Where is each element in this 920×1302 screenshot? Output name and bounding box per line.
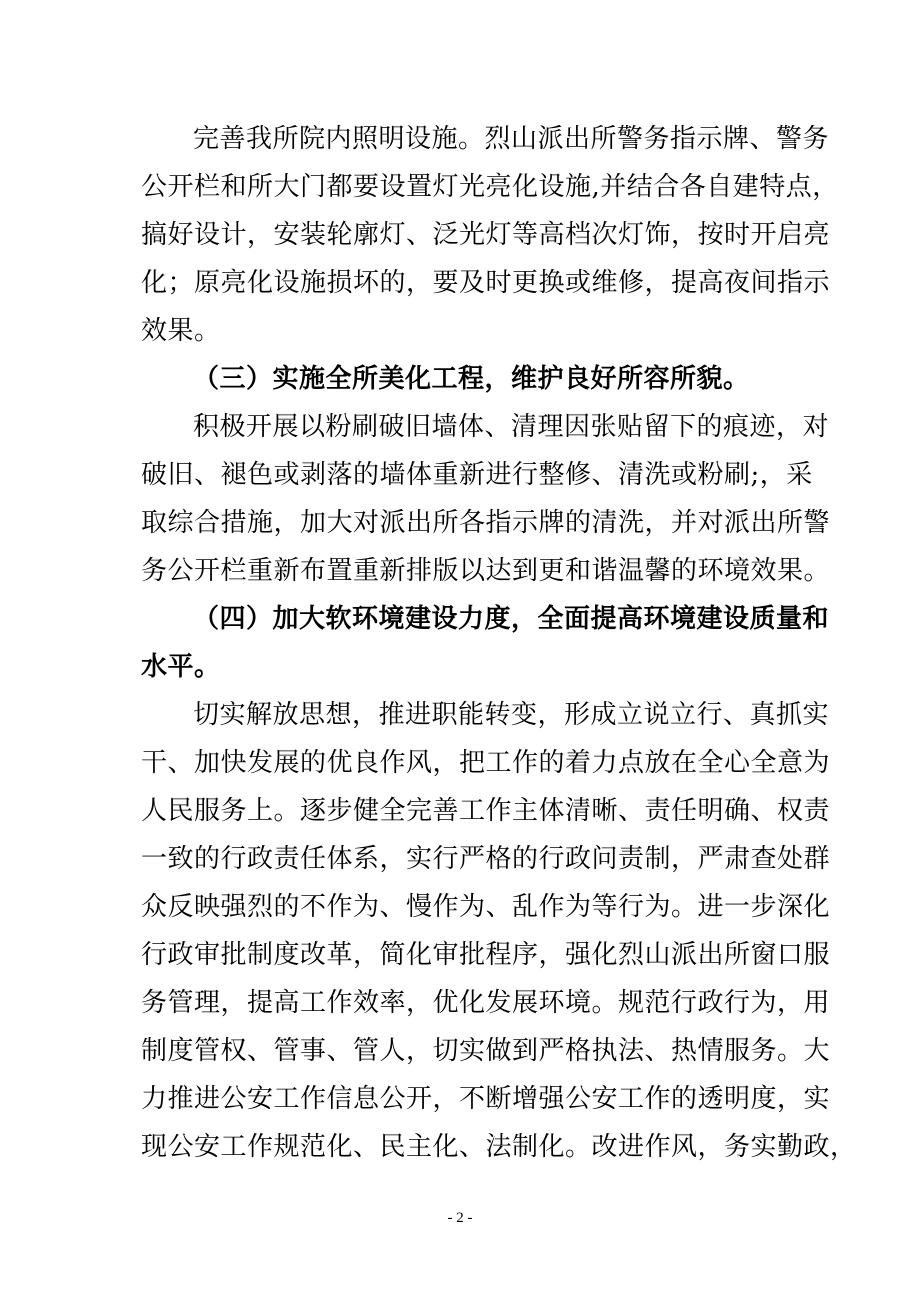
- paragraph-line: 积极开展以粉刷破旧墙体、清理因张贴留下的痕迹，对: [193, 412, 830, 442]
- paragraph-line: 效果。: [141, 316, 221, 346]
- paragraph-line: 力推进公安工作信息公开，不断增强公安工作的透明度，实: [141, 1084, 831, 1114]
- page-number: - 2 -: [447, 1210, 473, 1226]
- paragraph-line: 取综合措施，加大对派出所各指示牌的清洗，并对派出所警: [141, 508, 831, 538]
- section-heading-4-cont: 水平。: [141, 652, 221, 682]
- paragraph-line: 众反映强烈的不作为、慢作为、乱作为等行为。进一步深化: [141, 892, 831, 922]
- section-heading-4: （四）加大软环境建设力度，全面提高环境建设质量和: [193, 604, 830, 634]
- paragraph-line: 切实解放思想，推进职能转变，形成立说立行、真抓实: [193, 700, 830, 730]
- section-heading-3: （三）实施全所美化工程，维护良好所容所貌。: [193, 364, 750, 394]
- paragraph-line: 破旧、褪色或剥落的墙体重新进行整修、清洗或粉刷;，采: [141, 460, 813, 490]
- paragraph-line: 一致的行政责任体系，实行严格的行政问责制，严肃查处群: [141, 844, 831, 874]
- paragraph-line: 现公安工作规范化、民主化、法制化。改进作风，务实勤政，: [141, 1132, 857, 1162]
- paragraph-line: 人民服务上。逐步健全完善工作主体清晰、责任明确、权责: [141, 796, 831, 826]
- paragraph-line: 化；原亮化设施损坏的，要及时更换或维修，提高夜间指示: [141, 268, 831, 298]
- paragraph-line: 搞好设计，安装轮廓灯、泛光灯等高档次灯饰，按时开启亮: [141, 220, 831, 250]
- paragraph-line: 务管理，提高工作效率，优化发展环境。规范行政行为，用: [141, 988, 831, 1018]
- paragraph-line: 干、加快发展的优良作风，把工作的着力点放在全心全意为: [141, 748, 831, 778]
- paragraph-line: 行政审批制度改革，简化审批程序，强化烈山派出所窗口服: [141, 940, 831, 970]
- paragraph-line: 务公开栏重新布置重新排版以达到更和谐温馨的环境效果。: [141, 556, 831, 586]
- paragraph-line: 制度管权、管事、管人，切实做到严格执法、热情服务。大: [141, 1036, 831, 1066]
- paragraph-line: 公开栏和所大门都要设置灯光亮化设施,并结合各自建特点，: [141, 172, 839, 202]
- paragraph-line: 完善我所院内照明设施。烈山派出所警务指示牌、警务: [193, 124, 830, 154]
